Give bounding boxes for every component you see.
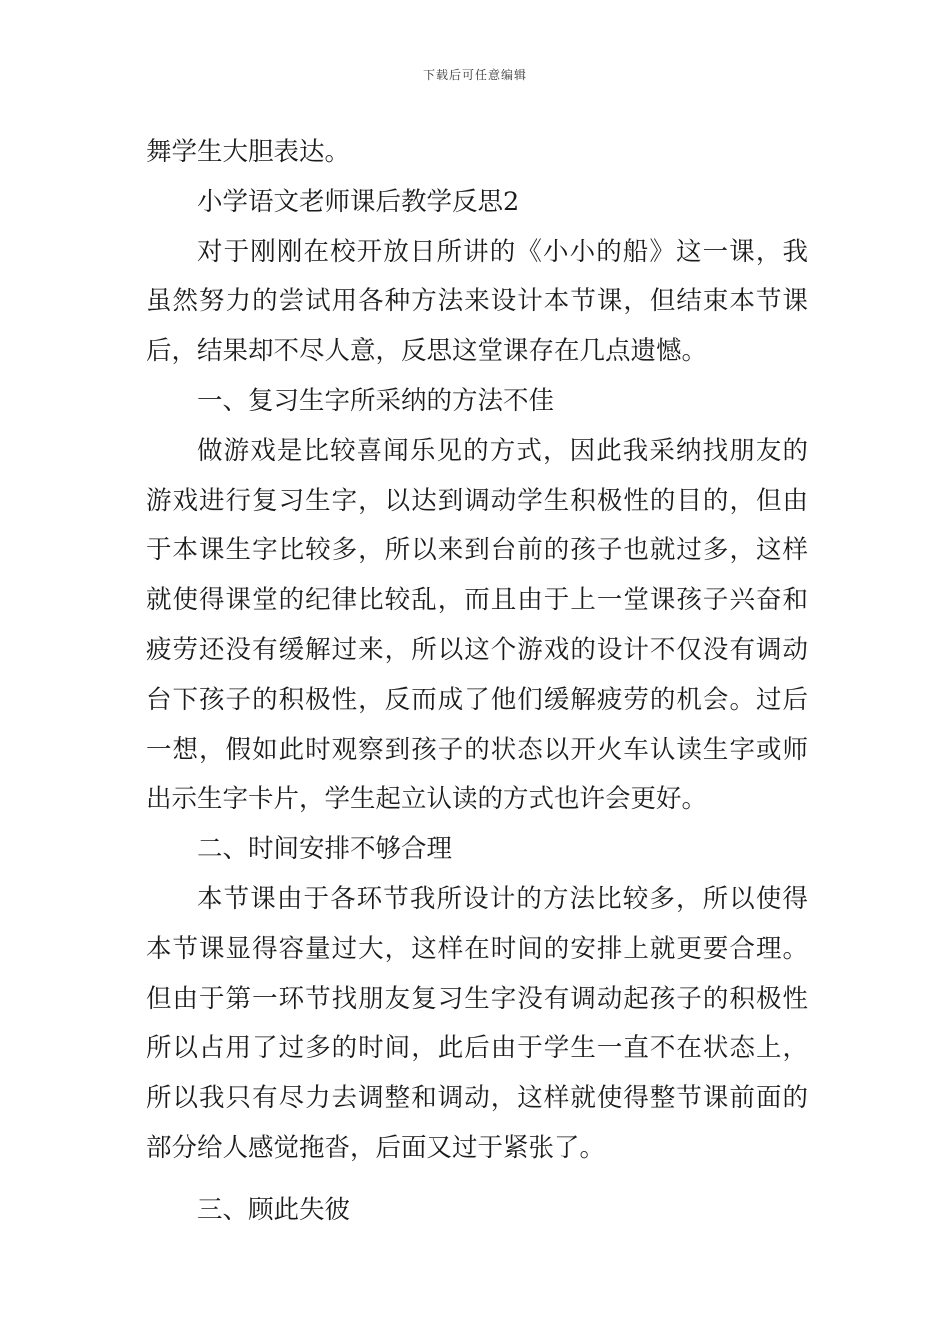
- paragraph: 本节课由于各环节我所设计的方法比较多，所以使得本节课显得容量过大，这样在时间的安排上就更要合理。但由于第一环节找朋友复习生字没有调动起孩子的积极性所以占用了过多的时间，此后由于学生一直不在状态上，所以我只有尽力去调整和调动，这样就使得整节课前面的部分给人感觉拖沓，后面又过于紧张了。: [146, 883, 808, 1163]
- paragraph: 对于刚刚在校开放日所讲的《小小的船》这一课，我虽然努力的尝试用各种方法来设计本节课，但结束本节课后，结果却不尽人意，反思这堂课存在几点遗憾。: [146, 236, 808, 367]
- section-heading: 二、时间安排不够合理: [197, 834, 453, 865]
- page-header-note: 下载后可任意编辑: [422, 68, 527, 82]
- section-heading: 三、顾此失彼: [197, 1194, 351, 1225]
- paragraph: 做游戏是比较喜闻乐见的方式，因此我采纳找朋友的游戏进行复习生字，以达到调动学生积极性的目的，但由于本课生字比较多，所以来到台前的孩子也就过多，这样就使得课堂的纪律比较乱，而且由于上一堂课孩子兴奋和疲劳还没有缓解过来，所以这个游戏的设计不仅没有调动台下孩子的积极性，反而成了他们缓解疲劳的机会。过后一想，假如此时观察到孩子的状态以开火车认读生字或师出示生字卡片，学生起立认读的方式也许会更好。: [146, 435, 808, 815]
- section-heading: 一、复习生字所采纳的方法不佳: [197, 385, 555, 416]
- paragraph: 舞学生大胆表达。: [146, 137, 351, 167]
- section-title: 小学语文老师课后教学反思2: [197, 186, 520, 217]
- document-body: [146, 128, 808, 1236]
